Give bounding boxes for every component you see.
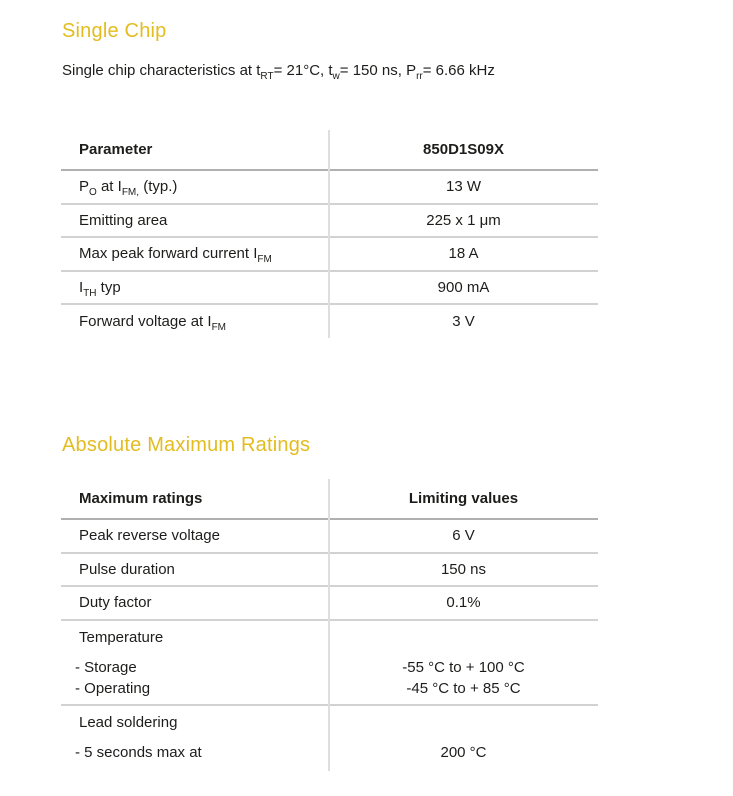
value-cell: 6 V	[452, 527, 475, 545]
parameter-cell: Forward voltage at $I_{FM}$	[79, 313, 227, 333]
absolute-maximum-ratings-table	[61, 479, 598, 771]
single-chip-table	[61, 130, 598, 338]
value-cell: 225 x 1 μm	[426, 211, 501, 229]
parameter-cell: Pulse duration	[79, 560, 175, 578]
column-divider	[328, 130, 330, 338]
parameter-cell: Emitting area	[79, 211, 168, 229]
section-title-absolute-maximum-ratings: Absolute Maximum Ratings	[62, 434, 311, 456]
value-cell: 3 V	[452, 313, 475, 330]
column-header-maximum-ratings: Maximum ratings	[79, 490, 203, 507]
parameter-cell: $I_{TH}$ typ	[79, 278, 121, 299]
single-chip-test-conditions: Single chip characteristics at $t_{RT}= 21^\circ C$, $t_w= 150$ ns, $P_{rr}= 6.66$ kHz	[62, 62, 495, 82]
column-divider	[328, 479, 330, 771]
value-cell: -45 °C to + 85 °C	[406, 679, 521, 697]
column-header-limiting-values: Limiting values	[408, 490, 519, 507]
group-title: Temperature	[79, 628, 164, 646]
value-cell: 13 W	[445, 178, 481, 196]
group-title: Lead soldering	[79, 713, 178, 731]
parameter-cell: Peak reverse voltage	[79, 527, 220, 545]
value-cell: 150 ns	[440, 560, 487, 578]
value-cell: 0.1%	[446, 594, 481, 612]
sub-row-label: - Storage	[75, 658, 137, 676]
value-cell: 200 °C	[440, 743, 487, 761]
value-cell: 900 mA	[437, 278, 490, 296]
section-title-single-chip: Single Chip	[62, 20, 167, 42]
column-header-parameter: Parameter	[79, 141, 153, 158]
column-header-part-number: 850D1S09X	[423, 141, 504, 158]
sub-row-label: - 5 seconds max at	[75, 743, 202, 761]
value-cell: 18 A	[448, 245, 479, 263]
parameter-cell: Max peak forward current $I_{FM}$	[79, 245, 272, 266]
parameter-cell: $P_O$ at $I_{FM,}$ (typ.)	[79, 178, 178, 199]
parameter-cell: Duty factor	[79, 594, 152, 612]
sub-row-label: - Operating	[75, 679, 151, 697]
value-cell: -55 °C to + 100 °C	[402, 658, 525, 676]
